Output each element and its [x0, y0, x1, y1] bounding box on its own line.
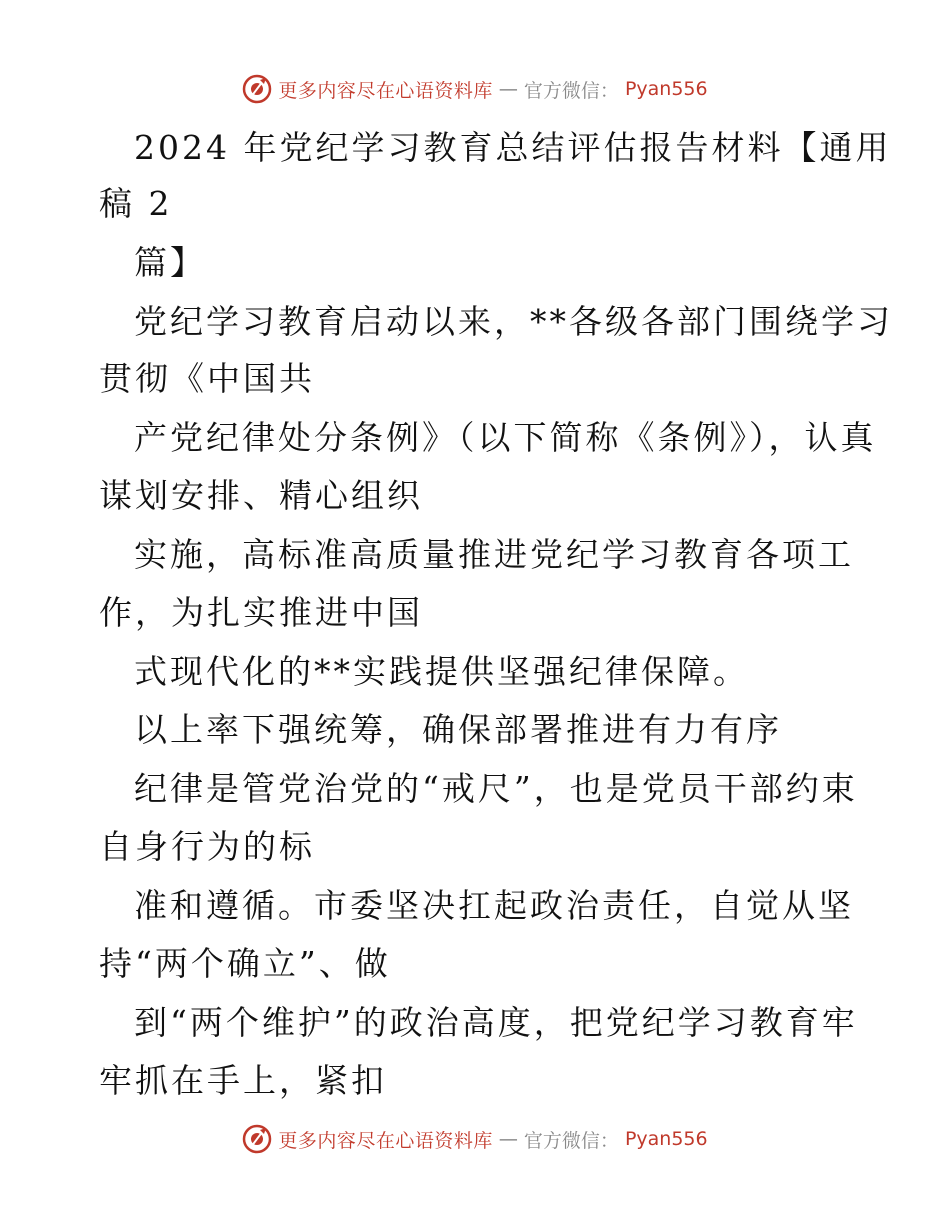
paragraph-line: 实施，高标准高质量推进党纪学习教育各项工: [134, 535, 854, 574]
footer-watermark: [0, 1124, 950, 1154]
document-title-line-3: 篇】: [134, 243, 206, 282]
paragraph-line: 贯彻《中国共: [99, 359, 315, 398]
pen-circle-logo-icon: [242, 1124, 272, 1154]
paragraph-line: 产党纪律处分条例》（以下简称《条例》），认真: [134, 418, 877, 457]
watermark-label: 官方微信：: [523, 79, 619, 102]
document-title-line-2: 稿 2: [99, 184, 173, 223]
watermark-brand: 更多内容尽在心语资料库: [278, 1129, 493, 1152]
paragraph-line: 纪律是管党治党的“戒尺”，也是党员干部约束: [134, 769, 858, 808]
paragraph-line: 持“两个确立”、做: [99, 944, 391, 983]
paragraph-line: 作，为扎实推进中国: [99, 593, 423, 632]
paragraph-line: 牢抓在手上，紧扣: [99, 1061, 387, 1100]
paragraph-line: 准和遵循。市委坚决扛起政治责任，自觉从坚: [134, 886, 854, 925]
document-title-line-1: 2024 年党纪学习教育总结评估报告材料【通用: [134, 128, 892, 167]
paragraph-line: 到“两个维护”的政治高度，把党纪学习教育牢: [134, 1003, 858, 1042]
watermark-label: 官方微信：: [523, 1129, 619, 1152]
watermark-id: Pyan556: [624, 78, 708, 100]
paragraph-line: 以上率下强统筹，确保部署推进有力有序: [134, 710, 782, 749]
watermark-separator: —: [498, 78, 518, 100]
watermark-brand: 更多内容尽在心语资料库: [278, 79, 493, 102]
watermark-id: Pyan556: [624, 1128, 708, 1150]
paragraph-line: 党纪学习教育启动以来，**各级各部门围绕学习: [134, 302, 893, 341]
pen-circle-logo-icon: [242, 74, 272, 104]
paragraph-line: 谋划安排、精心组织: [99, 476, 423, 515]
header-watermark: [0, 74, 950, 104]
paragraph-line: 式现代化的**实践提供坚强纪律保障。: [134, 652, 749, 691]
paragraph-line: 自身行为的标: [99, 827, 315, 866]
watermark-separator: —: [498, 1128, 518, 1150]
